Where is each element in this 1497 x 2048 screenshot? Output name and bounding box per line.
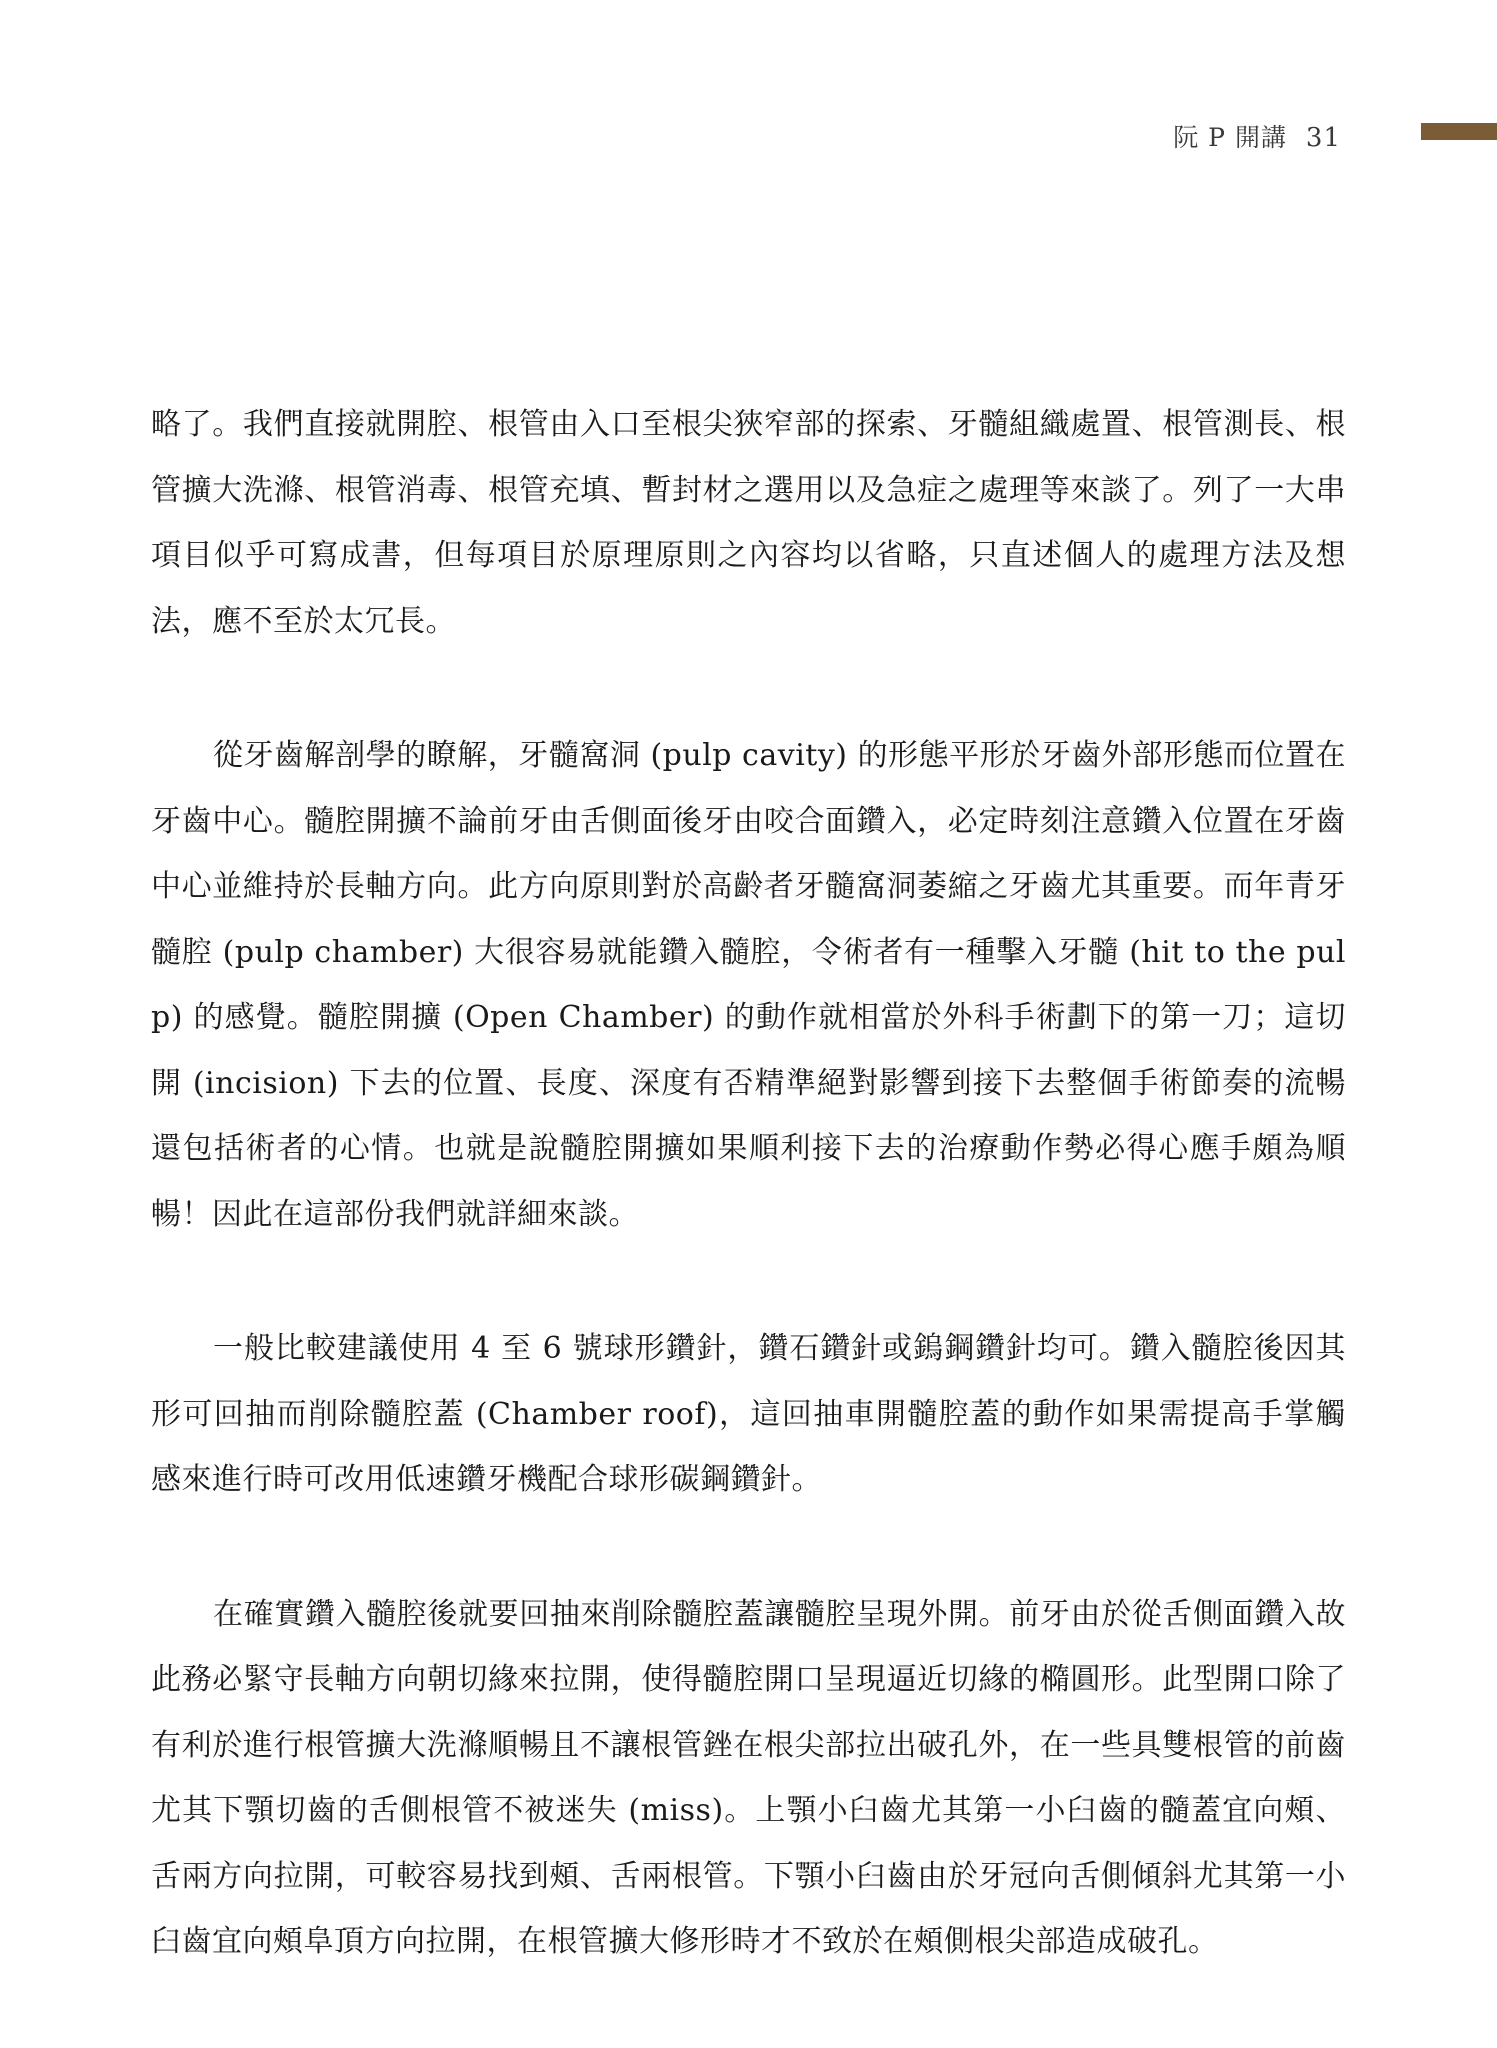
- paragraph-spacer: [151, 654, 1346, 723]
- paragraph-2: 從牙齒解剖學的瞭解，牙髓窩洞 (pulp cavity) 的形態平形於牙齒外部形態而位置在牙齒中心。髓腔開擴不論前牙由舌側面後牙由咬合面鑽入，必定時刻注意鑽入位置在牙齒中心並維持於長軸方向。此方向原則對於高齡者牙髓窩洞萎縮之牙齒尤其重要。而年青牙髓腔 (pulp chamber) 大很容易就能鑽入髓腔，令術者有一種擊入牙髓 (hit to the pulp) 的感覺。髓腔開擴 (Open Chamber) 的動作就相當於外科手術劃下的第一刀；這切開 (incision) 下去的位置、長度、深度有否精準絕對影響到接下去整個手術節奏的流暢還包括術者的心情。也就是說髓腔開擴如果順利接下去的治療動作勢必得心應手頗為順暢！因此在這部份我們就詳細來談。: [151, 738, 1346, 1232]
- running-header: [1173, 118, 1341, 154]
- paragraph-spacer: [151, 1247, 1346, 1316]
- page-number: 31: [1305, 123, 1341, 153]
- header-accent-bar: [1421, 123, 1497, 140]
- paragraph-1: 略了。我們直接就開腔、根管由入口至根尖狹窄部的探索、牙髓組織處置、根管測長、根管擴大洗滌、根管消毒、根管充填、暫封材之選用以及急症之處理等來談了。列了一大串項目似乎可寫成書，但每項目於原理原則之內容均以省略，只直述個人的處理方法及想法，應不至於太冗長。: [151, 407, 1346, 639]
- paragraph-spacer: [151, 1513, 1346, 1582]
- running-title: 阮 P 開講: [1173, 123, 1287, 152]
- paragraph-3: 一般比較建議使用 4 至 6 號球形鑽針，鑽石鑽針或鎢鋼鑽針均可。鑽入髓腔後因其形可回抽而削除髓腔蓋 (Chamber roof)，這回抽車開髓腔蓋的動作如果需提高手掌觸感來進行時可改用低速鑽牙機配合球形碳鋼鑽針。: [151, 1331, 1346, 1497]
- body-text: [151, 392, 1346, 1975]
- paragraph-4: 在確實鑽入髓腔後就要回抽來削除髓腔蓋讓髓腔呈現外開。前牙由於從舌側面鑽入故此務必緊守長軸方向朝切緣來拉開，使得髓腔開口呈現逼近切緣的橢圓形。此型開口除了有利於進行根管擴大洗滌順暢且不讓根管銼在根尖部拉出破孔外，在一些具雙根管的前齒尤其下顎切齒的舌側根管不被迷失 (miss)。上顎小臼齒尤其第一小臼齒的髓蓋宜向頰、舌兩方向拉開，可較容易找到頰、舌兩根管。下顎小臼齒由於牙冠向舌側傾斜尤其第一小臼齒宜向頰阜頂方向拉開，在根管擴大修形時才不致於在頰側根尖部造成破孔。: [151, 1596, 1346, 1959]
